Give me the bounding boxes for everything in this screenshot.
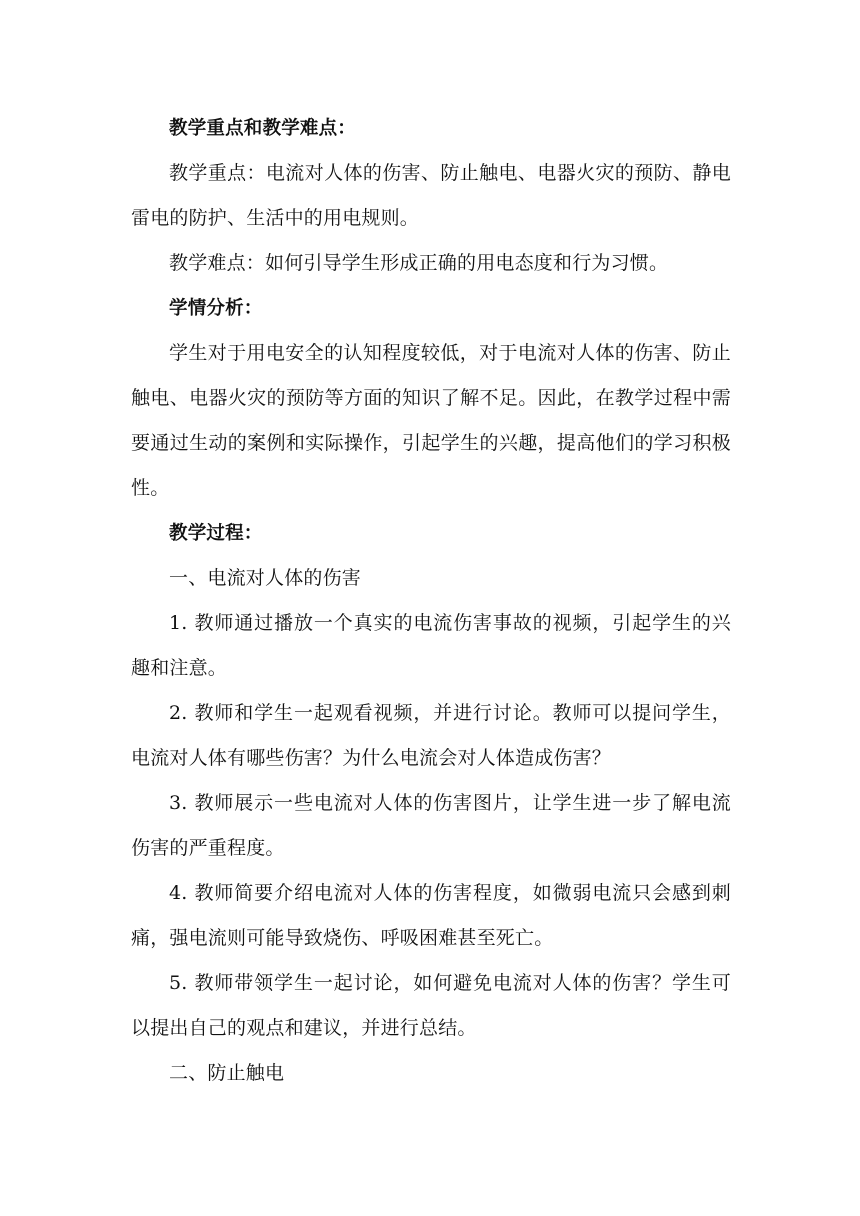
heading-teaching-process: 教学过程： <box>169 523 263 544</box>
list-item-5: 5. 教师带领学生一起讨论，如何避免电流对人体的伤害？学生可以提出自己的观点和建议，并进行总结。 <box>131 972 731 1039</box>
section-title-prevent-shock: 二、防止触电 <box>169 1062 285 1084</box>
list-item-2: 2. 教师和学生一起观看视频，并进行讨论。教师可以提问学生，电流对人体有哪些伤害？为什么电流会对人体造成伤害？ <box>131 702 731 769</box>
list-item-3: 3. 教师展示一些电流对人体的伤害图片，让学生进一步了解电流伤害的严重程度。 <box>131 792 731 859</box>
heading-key-points: 教学重点和教学难点： <box>169 118 357 139</box>
list-item-4: 4. 教师简要介绍电流对人体的伤害程度，如微弱电流只会感到刺痛，强电流则可能导致烧伤、呼吸困难甚至死亡。 <box>131 882 731 949</box>
list-item-1: 1. 教师通过播放一个真实的电流伤害事故的视频，引起学生的兴趣和注意。 <box>131 612 731 679</box>
paragraph-learner-analysis: 学生对于用电安全的认知程度较低，对于电流对人体的伤害、防止触电、电器火灾的预防等方面的知识了解不足。因此，在教学过程中需要通过生动的案例和实际操作，引起学生的兴趣，提高他们的学习积极性。 <box>131 342 731 499</box>
heading-learner-analysis: 学情分析： <box>169 298 263 319</box>
document-body <box>131 106 731 1096</box>
paragraph-difficult-points: 教学难点：如何引导学生形成正确的用电态度和行为习惯。 <box>169 252 669 274</box>
section-title-current-harm: 一、电流对人体的伤害 <box>169 567 362 589</box>
paragraph-key-points: 教学重点：电流对人体的伤害、防止触电、电器火灾的预防、静电雷电的防护、生活中的用电规则。 <box>131 162 731 229</box>
